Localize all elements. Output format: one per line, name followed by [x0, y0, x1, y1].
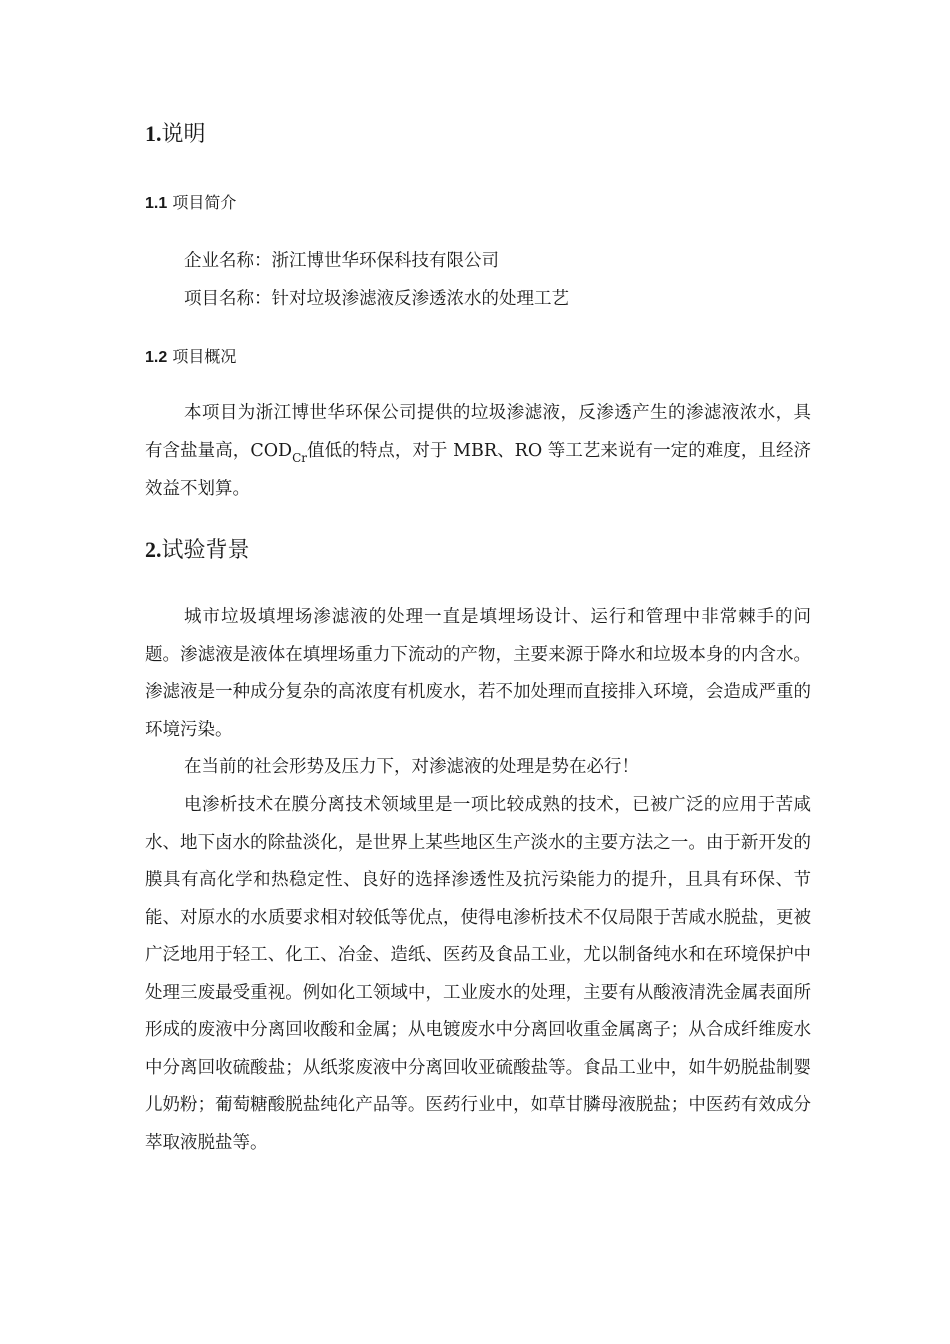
- section-1-number: 1.: [145, 121, 162, 146]
- section-1-title: 说明: [161, 122, 206, 147]
- section-2-title: 试验背景: [161, 538, 250, 563]
- subsection-1-1-title: 项目简介: [172, 193, 237, 212]
- company-label: 企业名称：: [184, 251, 272, 271]
- subsection-1-2-number: 1.2: [145, 349, 168, 366]
- project-value: 针对垃圾渗滤液反渗透浓水的处理工艺: [271, 289, 569, 309]
- overview-text-after: 值低的特点，对于 MBR、RO 等工艺来说有一定的难度，且经济效益不划算。: [145, 440, 811, 499]
- project-name-line: [145, 287, 850, 311]
- company-value: 浙江博世华环保科技有限公司: [271, 251, 499, 271]
- background-paragraph-2: 在当前的社会形势及压力下，对渗滤液的处理是势在必行！: [184, 757, 639, 777]
- section-2-number: 2.: [145, 537, 162, 562]
- background-paragraph-1: 城市垃圾填埋场渗滤液的处理一直是填埋场设计、运行和管理中非常棘手的问题。渗滤液是液体在填埋场重力下流动的产物，主要来源于降水和垃圾本身的内含水。渗滤液是一种成分复杂的高浓度有机废水，若不加处理而直接排入环境，会造成严重的环境污染。: [145, 607, 811, 740]
- section-2-heading: [145, 535, 811, 566]
- cod-subscript: Cr: [292, 450, 308, 465]
- cod-term: COD: [250, 440, 293, 461]
- background-paragraph-3: 电渗析技术在膜分离技术领域里是一项比较成熟的技术，已被广泛的应用于苦咸水、地下卤水的除盐淡化，是世界上某些地区生产淡水的主要方法之一。由于新开发的膜具有高化学和热稳定性、良好的选择渗透性及抗污染能力的提升，且具有环保、节能、对原水的水质要求相对较低等优点，使得电渗析技术不仅局限于苦咸水脱盐，更被广泛地用于轻工、化工、冶金、造纸、医药及食品工业，尤以制备纯水和在环境保护中处理三废最受重视。例如化工领域中，工业废水的处理，主要有从酸液清洗金属表面所形成的废液中分离回收酸和金属；从电镀废水中分离回收重金属离子；从合成纤维废水中分离回收硫酸盐；从纸浆废液中分离回收亚硫酸盐等。食品工业中，如牛奶脱盐制婴儿奶粉；葡萄糖酸脱盐纯化产品等。医药行业中，如草甘膦母液脱盐；中医药有效成分萃取液脱盐等。: [145, 795, 811, 1153]
- section-1-heading: [145, 119, 811, 150]
- project-label: 项目名称：: [184, 289, 272, 309]
- subsection-1-1-heading: [145, 191, 811, 216]
- subsection-1-2-title: 项目概况: [172, 347, 237, 366]
- overview-text-before: 本项目为浙江博世华环保公司提供的垃圾渗滤液，反渗透产生的渗滤液浓水，具有含盐量高，: [145, 403, 811, 461]
- company-name-line: [145, 249, 850, 273]
- subsection-1-2-heading: [145, 345, 811, 370]
- project-overview-paragraph: [145, 395, 811, 508]
- subsection-1-1-number: 1.1: [145, 195, 168, 212]
